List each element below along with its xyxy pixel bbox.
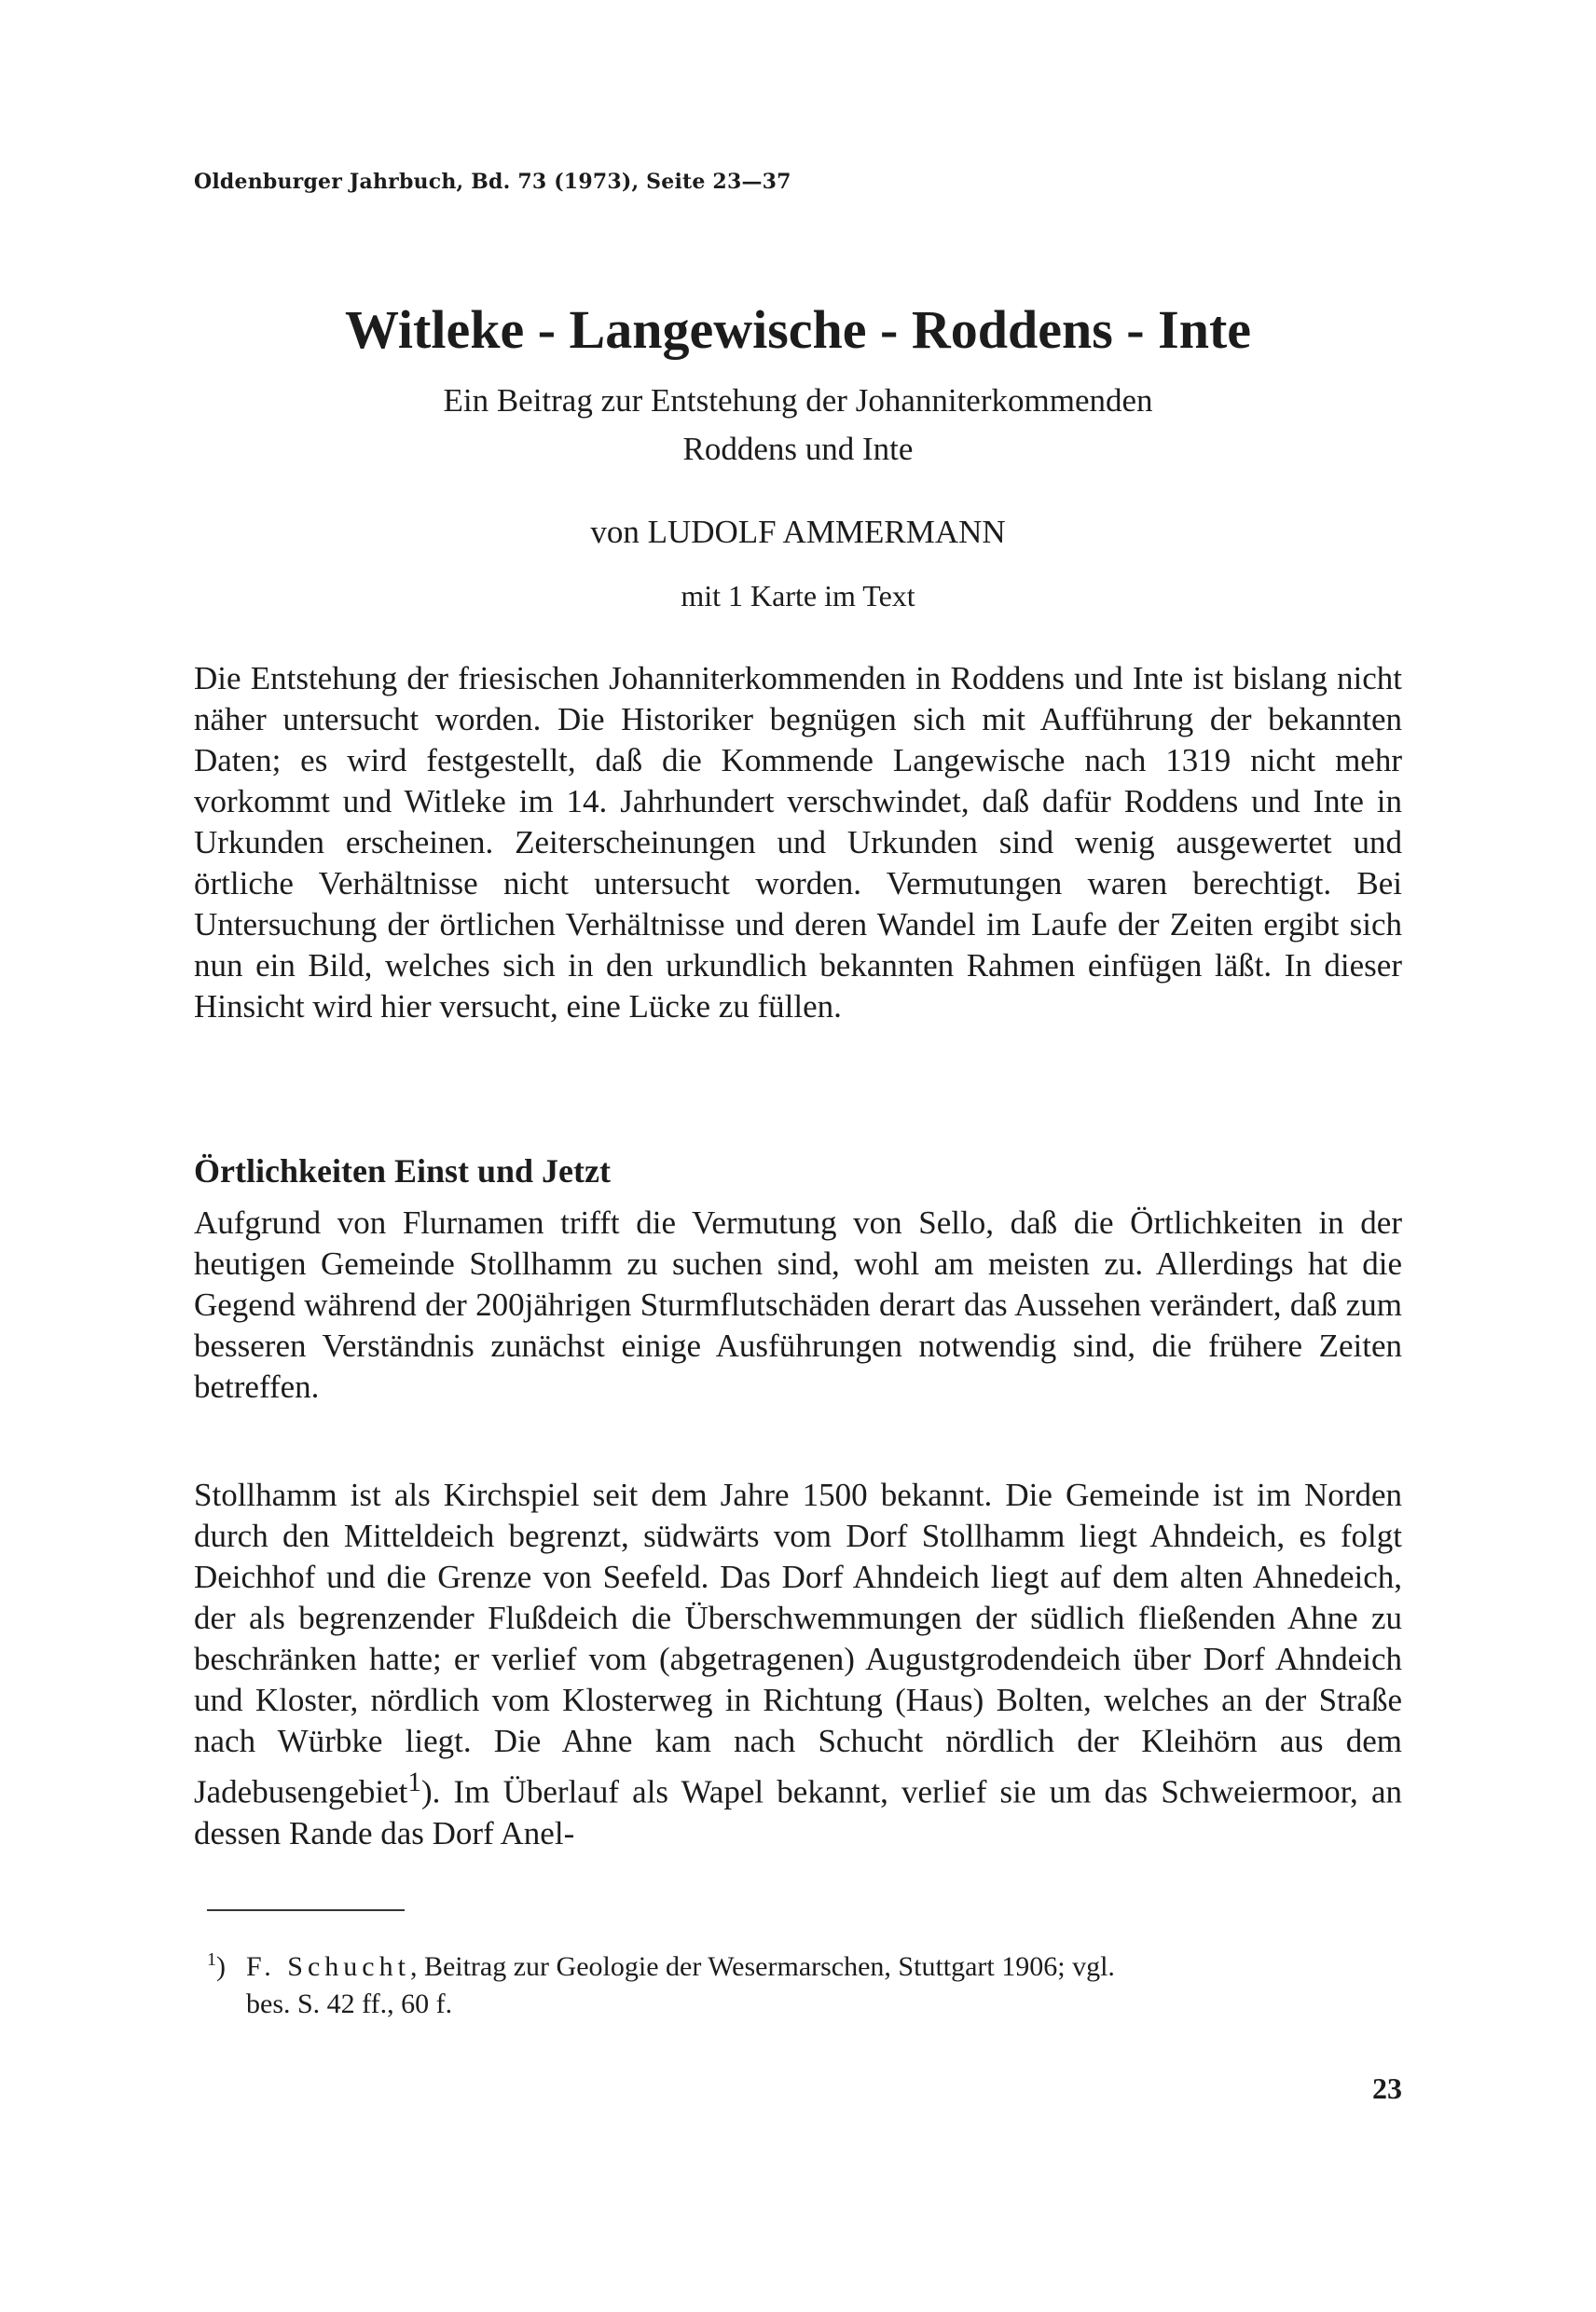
- paragraph-stollhamm-text-continued: ). Im Überlauf als Wapel bekannt, verlief sie um das Schweiermoor, an dessen Rande das Dorf Anel-: [194, 1773, 1402, 1851]
- paragraph-stollhamm: [194, 1475, 1402, 1854]
- footnote-number: 1: [207, 1949, 216, 1970]
- footnote-reference: 1: [407, 1768, 421, 1797]
- article-title: Witleke - Langewische - Roddens - Inte: [344, 299, 1252, 360]
- footnote-separator: [207, 1909, 405, 1911]
- subtitle-line-2: Roddens und Inte: [682, 431, 914, 467]
- paragraph-flurnamen: Aufgrund von Flurnamen trifft die Vermutung von Sello, daß die Örtlichkeiten in der heutigen Gemeinde Stollhamm zu suchen sind, wohl am meisten zu. Allerdings hat die Gegend während der 200jährigen Sturmflutschäden derart das Aussehen verändert, daß zum besseren Verständnis zunächst einige Ausführungen notwendig sind, die frühere Zeiten betreffen.: [194, 1204, 1402, 1405]
- map-note: mit 1 Karte im Text: [681, 579, 915, 612]
- author-line: von LUDOLF AMMERMANN: [590, 514, 1006, 550]
- footnote-text-line-2: bes. S. 42 ff., 60 f.: [246, 1989, 453, 2019]
- footnote-text-line-1: , Beitrag zur Geologie der Wesermarschen, Stuttgart 1906; vgl.: [409, 1951, 1115, 1982]
- paragraph-intro: Die Entstehung der friesischen Johanniterkommenden in Roddens und Inte ist bislang nicht näher untersucht worden. Die Historiker begnügen sich mit Aufführung der bekannten Daten; es wird festgestellt, daß die Kommende Langewische nach 1319 nicht mehr vorkommt und Witleke im 14. Jahrhundert verschwindet, daß dafür Roddens und Inte in Urkunden erscheinen. Zeiterscheinungen und Urkunden sind wenig ausgewertet und örtliche Verhältnisse nicht untersucht worden. Vermutungen waren berechtigt. Bei Untersuchung der örtlichen Verhältnisse und deren Wandel im Laufe der Zeiten ergibt sich nun ein Bild, welches sich in den urkundlich bekannten Rahmen einfügen läßt. In dieser Hinsicht wird hier versucht, eine Lücke zu füllen.: [194, 660, 1402, 1025]
- footnote-marker: [207, 1941, 246, 1986]
- paragraph-stollhamm-text: Stollhamm ist als Kirchspiel seit dem Jahre 1500 bekannt. Die Gemeinde ist im Norden durch den Mitteldeich begrenzt, südwärts vom Dorf Stollhamm liegt Ahndeich, es folgt Deichhof und die Grenze von Seefeld. Das Dorf Ahndeich liegt auf dem alten Ahnedeich, der als begrenzender Flußdeich die Überschwemmungen der südlich fließenden Ahne zu beschränken hatte; er verlief vom (abgetragenen) Augustgrodendeich über Dorf Ahndeich und Kloster, nördlich vom Klosterweg in Richtung (Haus) Bolten, welches an der Straße nach Würbke liegt. Die Ahne kam nach Schucht nördlich der Kleihörn aus dem Jadebusengebiet: [194, 1477, 1402, 1810]
- subtitle-line-1: Ein Beitrag zur Entstehung der Johanniterkommenden: [443, 382, 1153, 419]
- title-block: [194, 296, 1402, 619]
- footnote: [207, 1941, 1402, 2023]
- footnote-marker-suffix: ): [216, 1951, 226, 1982]
- journal-reference: Oldenburger Jahrbuch, Bd. 73 (1973), Seite 23—37: [194, 170, 791, 194]
- section-heading: Örtlichkeiten Einst und Jetzt: [194, 1152, 611, 1190]
- page-number: 23: [1372, 2071, 1402, 2105]
- footnote-author: F. Schucht: [246, 1951, 410, 1982]
- article-subtitle: [194, 377, 1402, 474]
